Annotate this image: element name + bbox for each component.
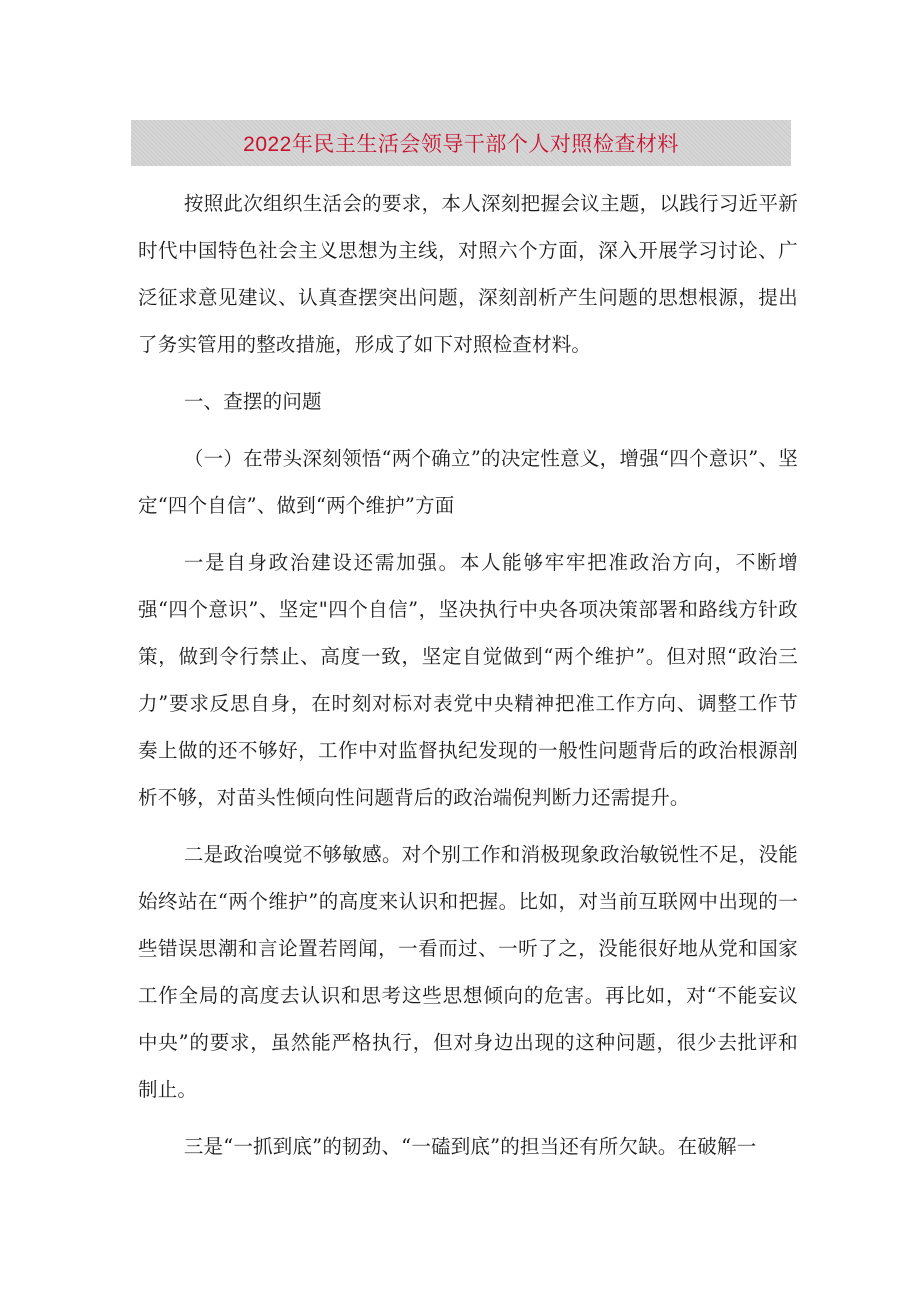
section-heading: 一、查摆的问题 — [183, 390, 322, 413]
document-body — [138, 180, 798, 1170]
body-paragraph: 二是政治嗅觉不够敏感。对个别工作和消极现象政治敏锐性不足，没能始终站在“两个维护”的高度来认识和把握。比如，对当前互联网中出现的一些错误思潮和言论置若罔闻，一看而过、一听了之，没能很好地从党和国家工作全局的高度去认识和思考这些思想倾向的危害。再比如，对“不能妄议中央”的要求，虽然能严格执行，但对身边出现的这种问题，很少去批评和制止。 — [138, 843, 798, 1101]
document-title: 2022年民主生活会领导干部个人对照检查材料 — [243, 133, 679, 156]
body-paragraph: 一是自身政治建设还需加强。本人能够牢牢把准政治方向，不断增强“四个意识”、坚定"四个自信”，坚决执行中央各项决策部署和路线方针政策，做到令行禁止、高度一致，坚定自觉做到“两个维护”。但对照“政治三力”要求反思自身，在时刻对标对表党中央精神把准工作方向、调整工作节奏上做的还不够好，工作中对监督执纪发现的一般性问题背后的政治根源剖析不够，对苗头性倾向性问题背后的政治端倪判断力还需提升。 — [138, 551, 798, 809]
body-paragraph: 三是“一抓到底”的韧劲、“一磕到底”的担当还有所欠缺。在破解一 — [183, 1135, 757, 1158]
intro-paragraph: 按照此次组织生活会的要求，本人深刻把握会议主题，以践行习近平新时代中国特色社会主义思想为主线，对照六个方面，深入开展学习讨论、广泛征求意见建议、认真查摆突出问题，深刻剖析产生问题的思想根源，提出了务实管用的整改措施，形成了如下对照检查材料。 — [138, 192, 798, 356]
subsection-heading: （一）在带头深刻领悟“两个确立”的决定性意义，增强“四个意识”、坚定“四个自信”、做到“两个维护”方面 — [138, 447, 798, 517]
title-banner — [131, 120, 791, 166]
